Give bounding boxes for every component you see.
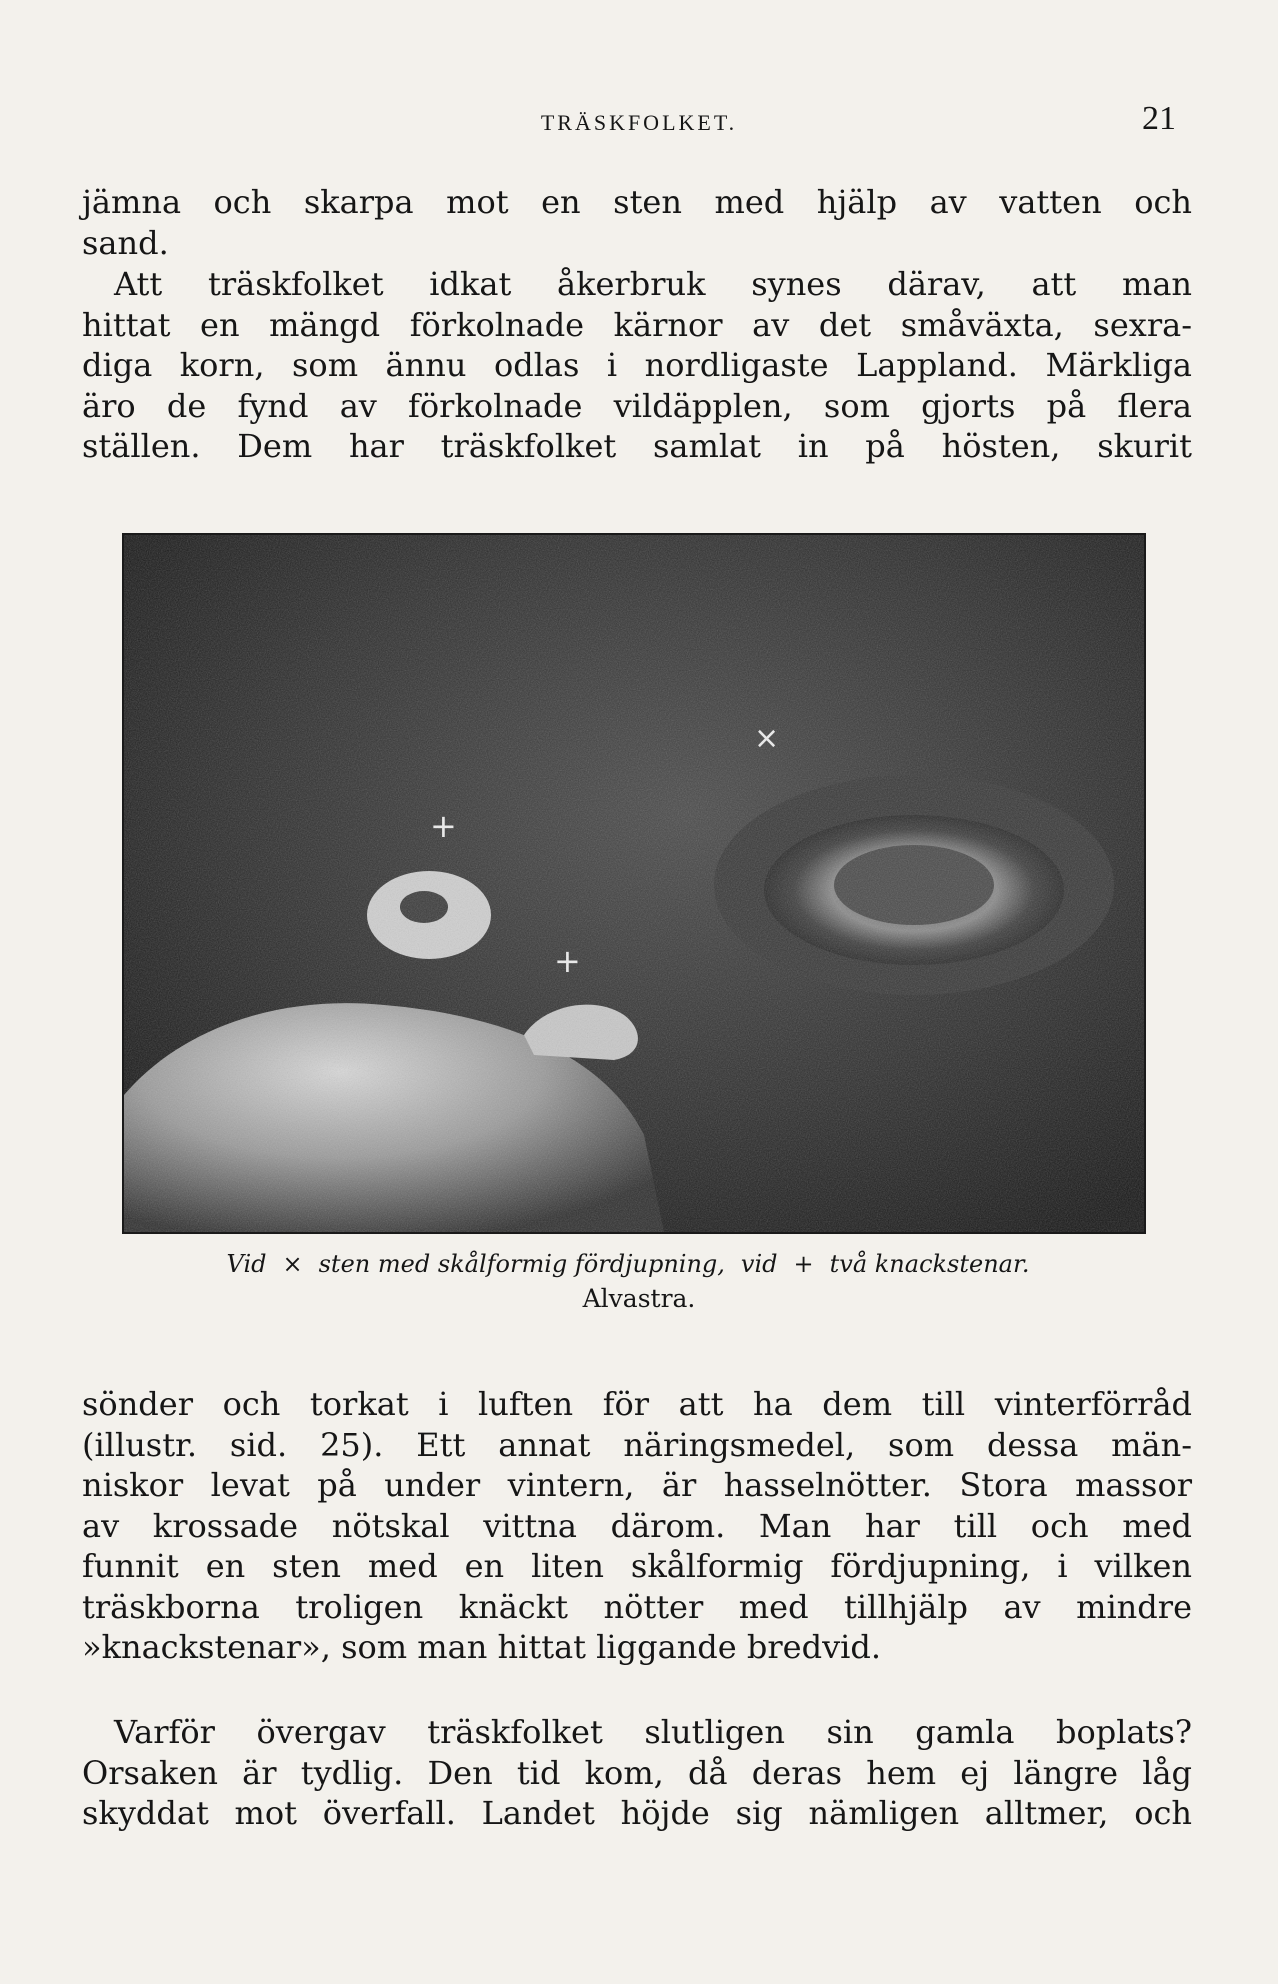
text-line: niskor levat på under vintern, är hasselnötter. Stora massor	[82, 1466, 1192, 1504]
photo-illustration	[124, 535, 1144, 1232]
marker-cross: ×	[754, 721, 780, 756]
paragraph-abandonment	[82, 1712, 1192, 1834]
paragraph-storage	[82, 1384, 1192, 1668]
text-line: Orsaken är tydlig. Den tid kom, då deras hem ej längre låg	[82, 1753, 1192, 1792]
caption-symbol-cross: ×	[282, 1250, 303, 1278]
text-line: Att träskfolket idkat åkerbruk synes därav, att man	[114, 265, 1192, 303]
caption-part: vid	[740, 1250, 778, 1278]
caption-part: Vid	[226, 1250, 267, 1278]
marker-plus-1: +	[430, 807, 457, 845]
caption-part: två knackstenar.	[829, 1250, 1030, 1278]
marker-plus-2: +	[554, 942, 581, 980]
text-line: av krossade nötskal vittna därom. Man har till och med	[82, 1506, 1192, 1545]
figure-caption	[118, 1250, 1138, 1278]
running-head	[0, 100, 1278, 144]
caption-symbol-plus: +	[793, 1250, 814, 1278]
text-line: sönder och torkat i luften för att ha dem till vinterförråd	[82, 1385, 1192, 1423]
figure-caption-place: Alvastra.	[582, 1284, 696, 1313]
text-line: »knackstenar», som man hittat liggande bredvid.	[82, 1628, 882, 1666]
text-line: funnit en sten med en liten skålformig fördjupning, i vilken	[82, 1547, 1192, 1585]
text-line: träskborna troligen knäckt nötter med tillhjälp av mindre	[82, 1587, 1192, 1626]
text-line: diga korn, som ännu odlas i nordligaste Lappland. Märkliga	[82, 346, 1192, 384]
paragraph-continued	[82, 182, 1192, 263]
text-line: Varför övergav träskfolket slutligen sin gamla boplats?	[114, 1713, 1192, 1751]
caption-part: sten med skålformig fördjupning,	[318, 1250, 725, 1278]
text-line: jämna och skarpa mot en sten med hjälp av vatten och	[82, 183, 1192, 221]
page-number: 21	[1142, 100, 1176, 137]
paragraph-agriculture	[82, 264, 1192, 467]
photograph-stones	[122, 533, 1146, 1234]
text-line: sand.	[82, 223, 169, 262]
text-line: skyddat mot överfall. Landet höjde sig nämligen alltmer, och	[82, 1794, 1192, 1832]
text-line: hittat en mängd förkolnade kärnor av det småväxta, sexra-	[82, 305, 1192, 344]
text-line: äro de fynd av förkolnade vildäpplen, som gjorts på flera	[82, 386, 1192, 425]
running-title: TRÄSKFOLKET.	[540, 110, 738, 135]
text-line: (illustr. sid. 25). Ett annat näringsmedel, som dessa män-	[82, 1425, 1192, 1464]
text-line: ställen. Dem har träskfolket samlat in på hösten, skurit	[82, 427, 1192, 465]
